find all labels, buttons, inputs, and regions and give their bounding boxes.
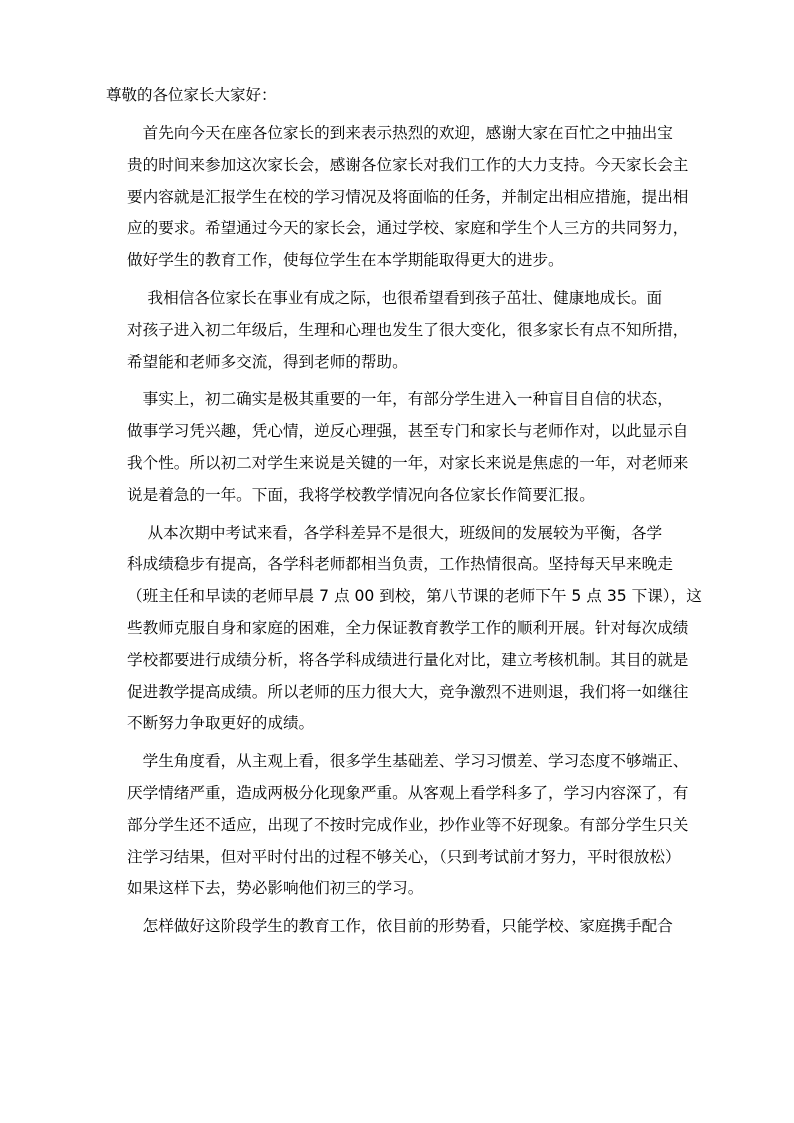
text-line: 怎样做好这阶段学生的教育工作，依目前的形势看，只能学校、家庭携手配合: [127, 917, 673, 936]
text-line: 做好学生的教育工作，使每位学生在本学期能取得更大的进步。: [127, 251, 564, 270]
text-line: 应的要求。希望通过今天的家长会，通过学校、家庭和学生个人三方的共同努力，: [127, 219, 689, 238]
text-line: （班主任和早读的老师早晨 7 点 00 到校，第八节课的老师下午 5 点 35 下课），这: [127, 587, 702, 606]
text-line: 做事学习凭兴趣，凭心情，逆反心理强，甚至专门和家长与老师作对，以此显示自: [127, 422, 689, 441]
text-line: 希望能和老师多交流，得到老师的帮助。: [127, 352, 408, 371]
text-line: 我相信各位家长在事业有成之际，也很希望看到孩子茁壮、健康地成长。面: [127, 288, 663, 307]
text-line: 事实上，初二确实是极其重要的一年，有部分学生进入一种盲目自信的状态，: [127, 390, 673, 409]
text-line: 厌学情绪严重，造成两极分化现象严重。从客观上看学科多了，学习内容深了，有: [127, 783, 689, 802]
text-line: 学生角度看，从主观上看，很多学生基础差、学习习惯差、学习态度不够端正、: [127, 752, 689, 771]
text-line: 部分学生还不适应，出现了不按时完成作业，抄作业等不好现象。有部分学生只关: [127, 815, 689, 834]
paragraph-6: [127, 911, 727, 943]
text-line: 如果这样下去，势必影响他们初三的学习。: [127, 879, 424, 898]
text-line: 促进教学提高成绩。所以老师的压力很大大，竞争激烈不进则退，我们将一如继往: [127, 682, 689, 701]
text-line: 说是着急的一年。下面，我将学校教学情况向各位家长作简要汇报。: [127, 485, 595, 504]
text-line: 从本次期中考试来看，各学科差异不是很大，班级间的发展较为平衡，各学: [127, 523, 663, 542]
paragraph-3: [127, 384, 727, 511]
text-line: 首先向今天在座各位家长的到来表示热烈的欢迎，感谢大家在百忙之中抽出宝: [127, 124, 673, 142]
greeting: 尊敬的各位家长大家好：: [106, 86, 277, 104]
text-line: 学校都要进行成绩分析，将各学科成绩进行量化对比，建立考核机制。其目的就是: [127, 650, 689, 669]
document-body: [127, 118, 727, 949]
paragraph-2: [127, 283, 727, 378]
text-line: 不断努力争取更好的成绩。: [127, 714, 315, 733]
paragraph-5: [127, 746, 727, 905]
paragraph-4: [127, 518, 727, 741]
text-line: 要内容就是汇报学生在校的学习情况及将面临的任务，并制定出相应措施，提出相: [127, 187, 689, 206]
text-line: 注学习结果，但对平时付出的过程不够关心，（只到考试前才努力，平时很放松）: [127, 847, 681, 866]
text-line: 对孩子进入初二年级后，生理和心理也发生了很大变化，很多家长有点不知所措，: [127, 320, 689, 339]
text-line: 我个性。所以初二对学生来说是关键的一年，对家长来说是焦虑的一年，对老师来: [127, 453, 689, 472]
text-line: 贵的时间来参加这次家长会，感谢各位家长对我们工作的大力支持。今天家长会主: [127, 155, 689, 174]
paragraph-1: [127, 118, 727, 277]
text-line: 些教师克服自身和家庭的困难，全力保证教育教学工作的顺利开展。针对每次成绩: [127, 618, 689, 637]
text-line: 科成绩稳步有提高，各学科老师都相当负责，工作热情很高。坚持每天早来晚走: [127, 555, 673, 574]
